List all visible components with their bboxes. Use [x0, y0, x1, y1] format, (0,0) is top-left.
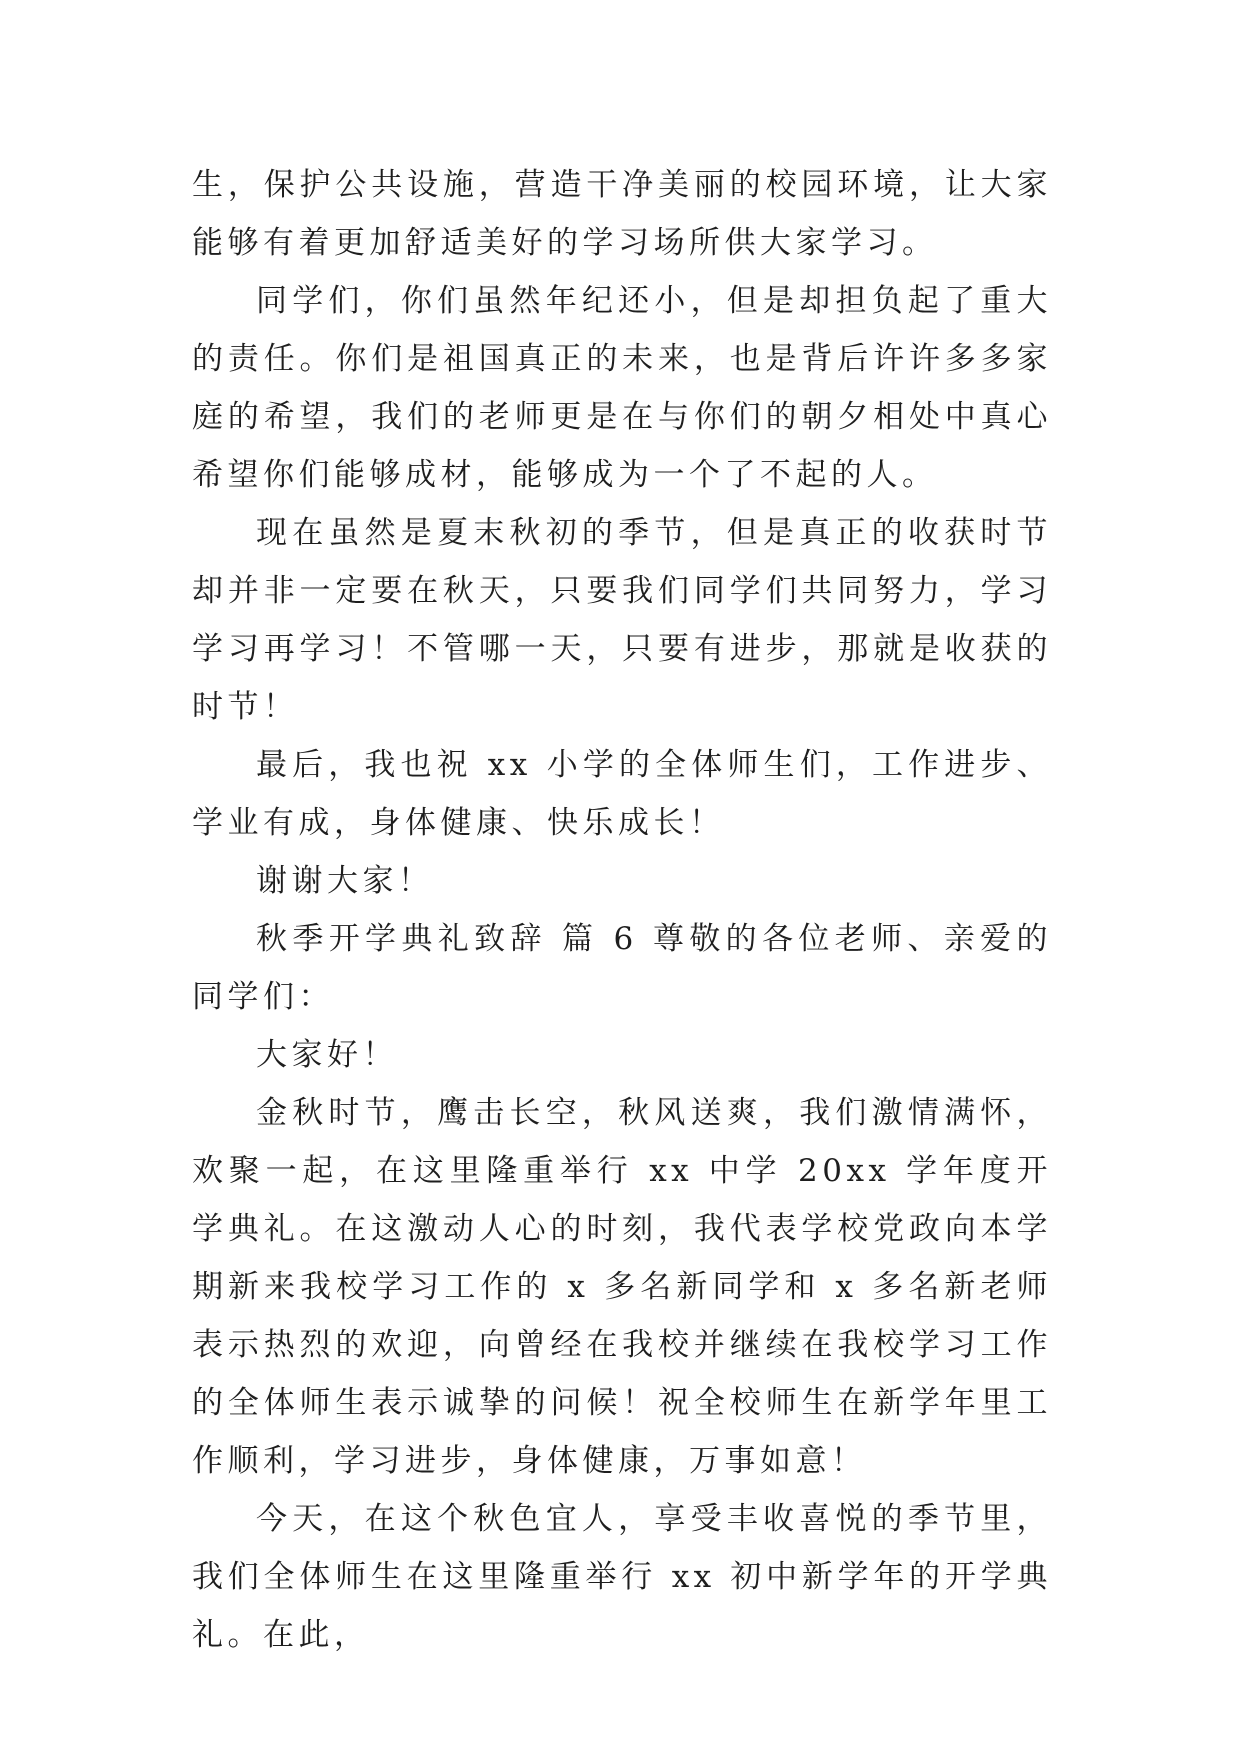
- document-body: [192, 156, 1052, 1664]
- paragraph-5: 谢谢大家！: [256, 863, 434, 899]
- paragraph-9: 今天，在这个秋色宜人，享受丰收喜悦的季节里，我们全体师生在这里隆重举行 xx 初中新学年的开学典礼。在此，: [192, 1501, 1052, 1653]
- section-heading-paragraph: 秋季开学典礼致辞 篇 6 尊敬的各位老师、亲爱的同学们：: [192, 921, 1052, 1015]
- paragraph-2: 同学们，你们虽然年纪还小，但是却担负起了重大的责任。你们是祖国真正的未来，也是背后许许多多家庭的希望，我们的老师更是在与你们的朝夕相处中真心希望你们能够成材，能够成为一个了不起的人。: [192, 283, 1052, 493]
- paragraph-8: 金秋时节，鹰击长空，秋风送爽，我们激情满怀，欢聚一起，在这里隆重举行 xx 中学 20xx 学年度开学典礼。在这激动人心的时刻，我代表学校党政向本学期新来我校学习工作的 x 多名新同学和 x 多名新老师表示热烈的欢迎，向曾经在我校并继续在我校学习工作的全体师生表示诚挚的问候！祝全校师生在新学年里工作顺利，学习进步，身体健康，万事如意！: [192, 1095, 1052, 1479]
- paragraph-4: 最后，我也祝 xx 小学的全体师生们，工作进步、学业有成，身体健康、快乐成长！: [192, 747, 1052, 841]
- greeting-paragraph: 大家好！: [256, 1037, 398, 1073]
- paragraph-1: 生，保护公共设施，营造干净美丽的校园环境，让大家能够有着更加舒适美好的学习场所供大家学习。: [192, 167, 1052, 261]
- paragraph-3: 现在虽然是夏末秋初的季节，但是真正的收获时节却并非一定要在秋天，只要我们同学们共同努力，学习学习再学习！不管哪一天，只要有进步，那就是收获的时节！: [192, 515, 1052, 725]
